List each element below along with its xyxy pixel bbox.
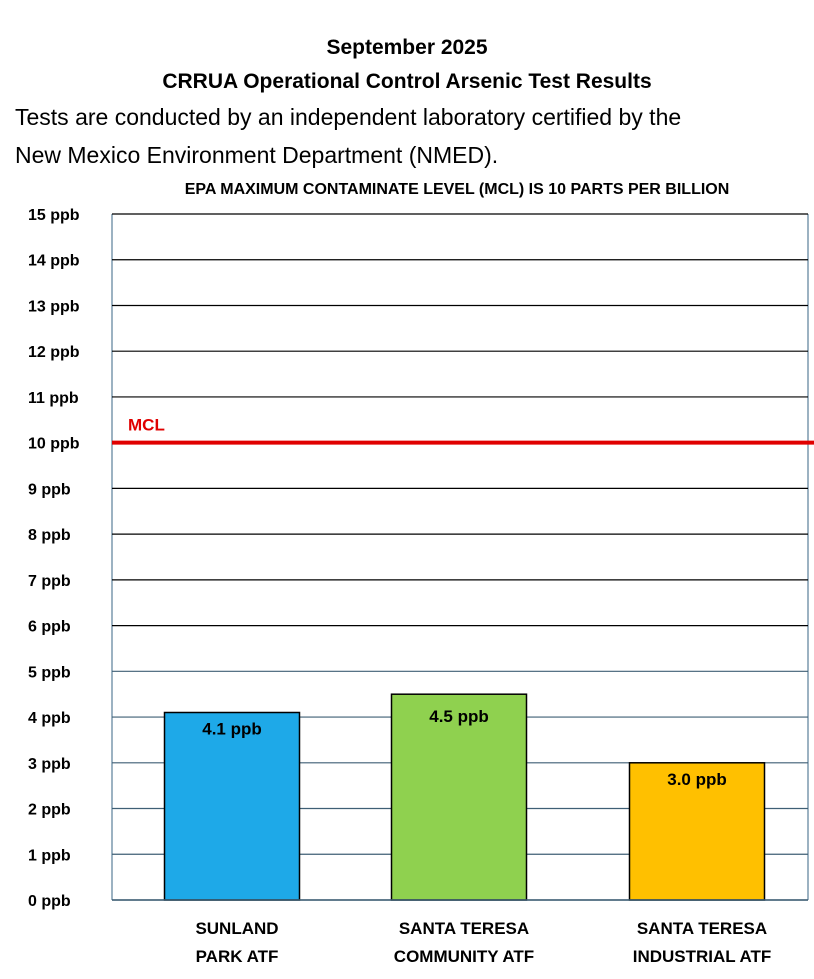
- y-tick-label: 8 ppb: [28, 527, 71, 545]
- bar-1: [165, 712, 300, 900]
- y-tick-label: 13 ppb: [28, 298, 80, 316]
- mcl-label: MCL: [128, 415, 165, 435]
- y-tick-label: 0 ppb: [28, 893, 71, 910]
- y-tick-label: 2 ppb: [28, 801, 71, 819]
- description-line-2: New Mexico Environment Department (NMED).: [15, 142, 499, 168]
- title-line-1: September 2025: [326, 36, 488, 59]
- x-category-label: SUNLAND: [195, 919, 279, 938]
- y-tick-label: 1 ppb: [28, 847, 71, 865]
- y-tick-label: 10 ppb: [28, 435, 80, 453]
- y-tick-label: 6 ppb: [28, 618, 71, 636]
- bar-data-label: 4.5 ppb: [429, 707, 489, 727]
- y-tick-label: 15 ppb: [28, 207, 80, 224]
- y-tick-label: 5 ppb: [28, 664, 71, 682]
- y-tick-label: 14 ppb: [28, 252, 80, 270]
- x-category-label: SANTA TERESA: [398, 919, 530, 938]
- x-category-label: PARK ATF: [195, 947, 279, 966]
- y-tick-label: 11 ppb: [28, 389, 79, 407]
- bar-data-label: 4.1 ppb: [202, 719, 262, 739]
- y-tick-label: 3 ppb: [28, 755, 71, 773]
- y-tick-label: 9 ppb: [28, 481, 71, 499]
- y-tick-label: 7 ppb: [28, 572, 71, 590]
- chart-title: EPA MAXIMUM CONTAMINATE LEVEL (MCL) IS 10 PARTS PER BILLION: [184, 181, 730, 198]
- description-line-1: Tests are conducted by an independent laboratory certified by the: [15, 104, 682, 130]
- x-category-label: SANTA TERESA: [636, 919, 768, 938]
- x-category-label: INDUSTRIAL ATF: [632, 947, 772, 966]
- x-category-label: COMMUNITY ATF: [393, 947, 535, 966]
- y-tick-label: 4 ppb: [28, 710, 71, 728]
- title-line-2: CRRUA Operational Control Arsenic Test Results: [162, 70, 652, 93]
- bar-data-label: 3.0 ppb: [667, 769, 727, 789]
- y-tick-label: 12 ppb: [28, 344, 80, 362]
